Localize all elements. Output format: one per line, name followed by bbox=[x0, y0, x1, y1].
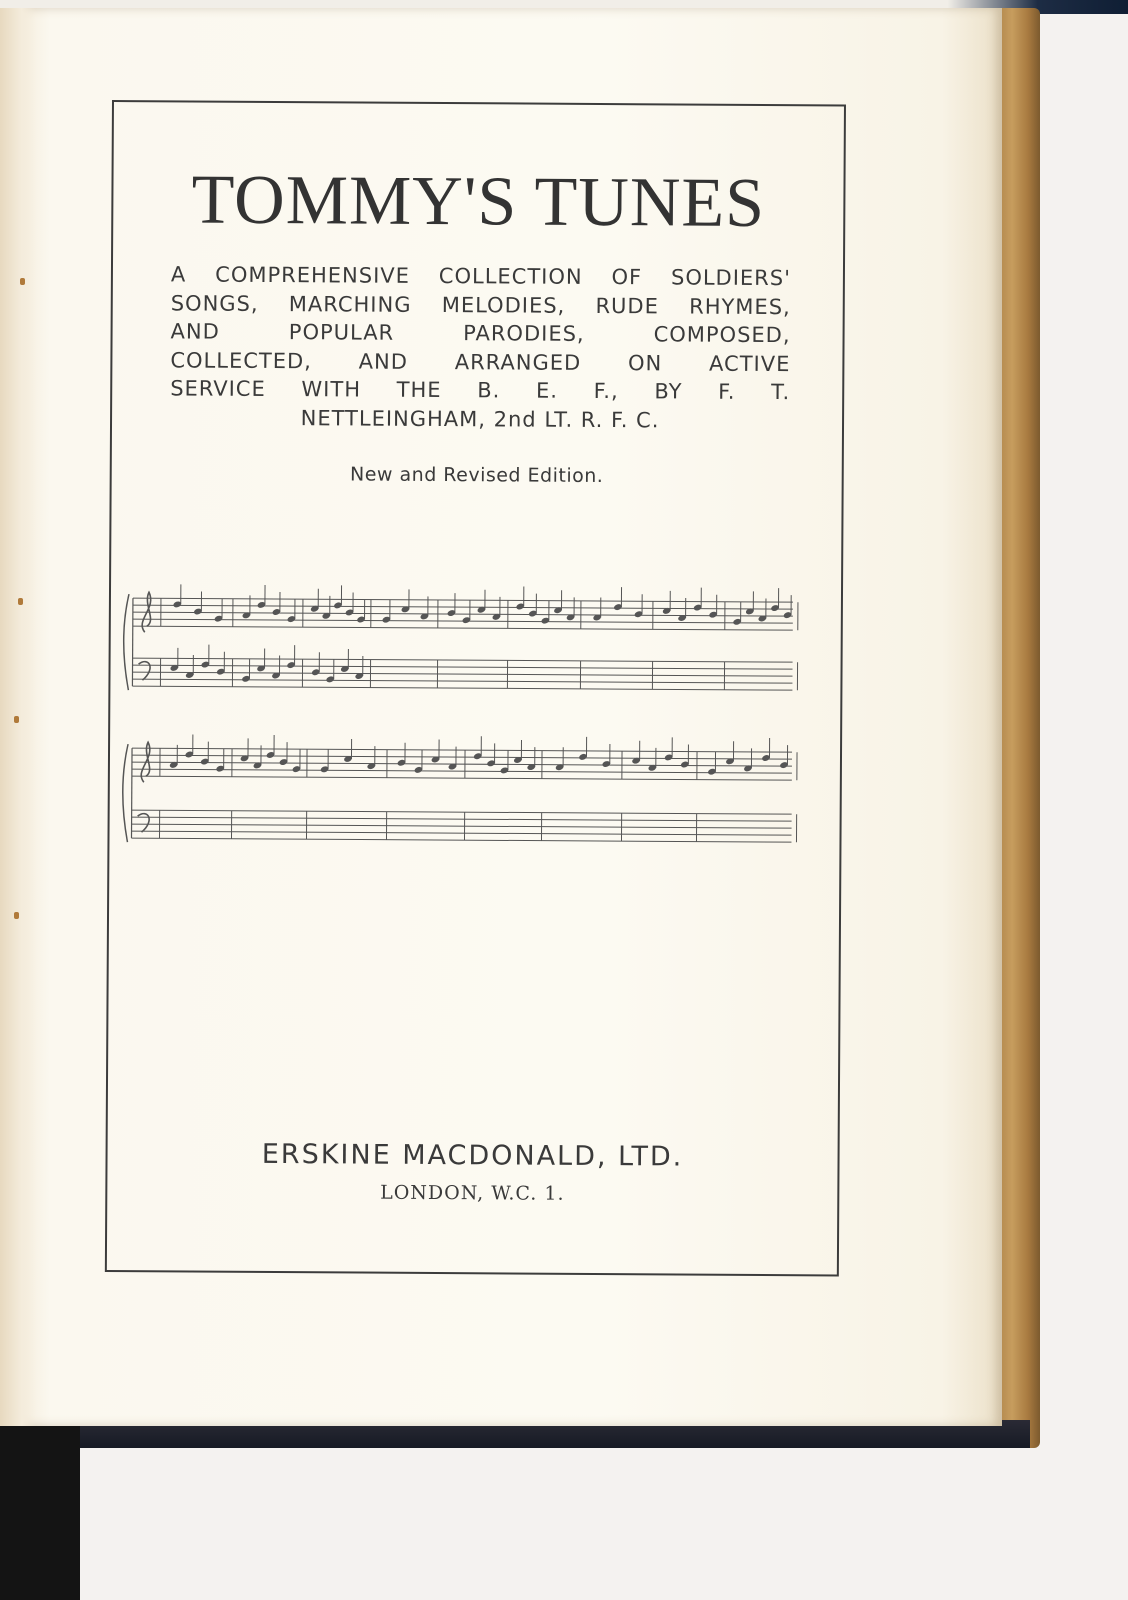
staff-line bbox=[132, 831, 792, 835]
staff-line bbox=[132, 755, 792, 759]
margin-speck bbox=[18, 598, 23, 605]
staff-line bbox=[132, 824, 792, 828]
subtitle-line: SERVICE WITH THE B. E. F., BY F. T. bbox=[170, 376, 791, 405]
scan-dark-corner bbox=[0, 1420, 80, 1600]
system-brace bbox=[123, 594, 129, 690]
margin-speck bbox=[20, 278, 25, 285]
staff-line bbox=[132, 679, 792, 683]
book-title: TOMMY'S TUNES bbox=[191, 161, 766, 242]
staff-line bbox=[132, 686, 792, 690]
publisher-address: LONDON, W.C. 1. bbox=[380, 1181, 565, 1205]
publisher-name: ERSKINE MACDONALD, LTD. bbox=[261, 1138, 684, 1173]
staff-line bbox=[133, 665, 793, 669]
book-cover-edge bbox=[1000, 8, 1040, 1448]
staff-line bbox=[132, 817, 792, 821]
staff-line bbox=[132, 748, 792, 752]
margin-speck bbox=[14, 912, 19, 919]
system-barline bbox=[132, 598, 133, 686]
bass-clef-icon bbox=[138, 814, 150, 833]
staff-line bbox=[132, 762, 792, 766]
staff-line bbox=[131, 838, 791, 842]
subtitle-line: NETTLEINGHAM, 2nd LT. R. F. C. bbox=[300, 405, 660, 432]
edition-note: New and Revised Edition. bbox=[349, 463, 604, 488]
book-subtitle bbox=[170, 260, 791, 435]
staff-line bbox=[133, 672, 793, 676]
music-score-illustration bbox=[121, 580, 813, 874]
staff-line bbox=[133, 598, 793, 602]
staff-line bbox=[132, 810, 792, 814]
bass-clef-icon bbox=[138, 662, 150, 681]
staff-line bbox=[133, 626, 793, 630]
system-barline bbox=[131, 748, 132, 838]
staff-line bbox=[132, 776, 792, 780]
subtitle-line: SONGS, MARCHING MELODIES, RUDE RHYMES, bbox=[170, 290, 791, 319]
page-border-frame bbox=[105, 100, 846, 1276]
margin-speck bbox=[14, 716, 19, 723]
staff-line bbox=[133, 612, 793, 616]
subtitle-line: COLLECTED, AND ARRANGED ON ACTIVE bbox=[170, 347, 791, 376]
staff-line bbox=[133, 658, 793, 662]
system-brace bbox=[122, 744, 128, 842]
staff-line bbox=[132, 769, 792, 773]
subtitle-line: A COMPREHENSIVE COLLECTION OF SOLDIERS' bbox=[170, 262, 791, 291]
subtitle-line: AND POPULAR PARODIES, COMPOSED, bbox=[170, 319, 791, 348]
